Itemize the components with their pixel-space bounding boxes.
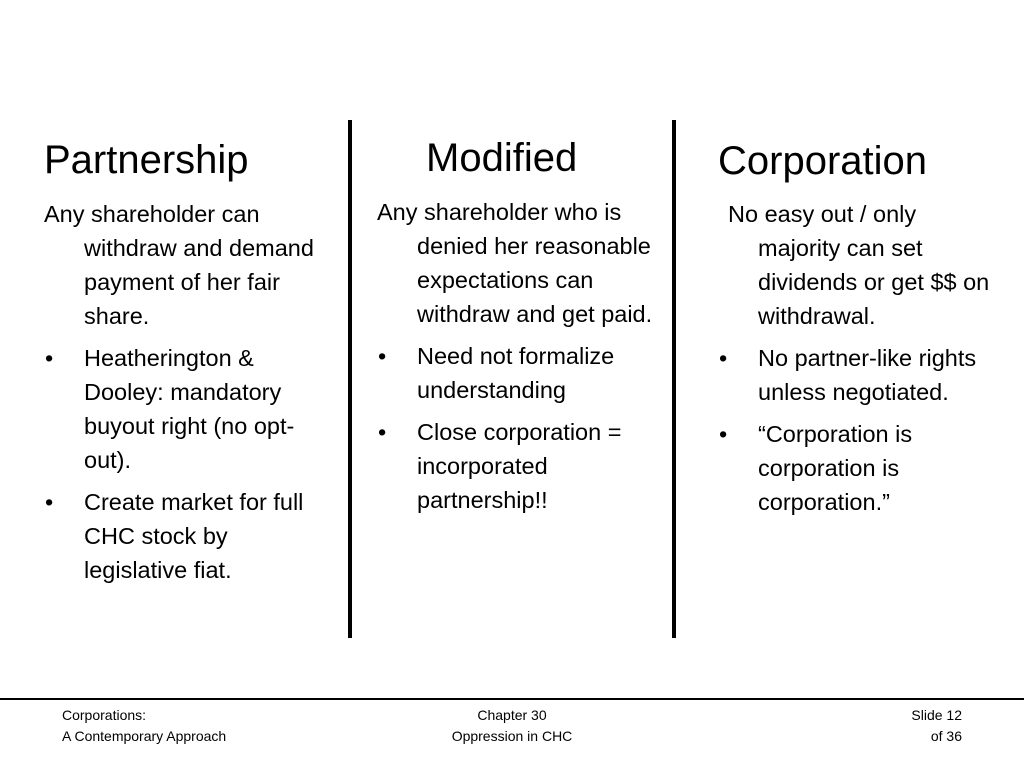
footer-divider bbox=[0, 698, 1024, 700]
bullet-text: Create market for full CHC stock by legislative fiat. bbox=[84, 489, 304, 583]
column-divider-right bbox=[672, 120, 676, 638]
bullet-item bbox=[377, 339, 662, 407]
bullet-text: No partner-like rights unless negotiated. bbox=[758, 345, 977, 405]
footer-chapter bbox=[412, 705, 612, 747]
bullet-marker: • bbox=[719, 345, 728, 371]
footer-right-line2: of 36 bbox=[930, 728, 962, 744]
footer-left-line1: Corporations: bbox=[62, 707, 147, 723]
column-title-corporation: Corporation bbox=[718, 139, 928, 183]
lead-paragraph: Any shareholder can withdraw and demand payment of her fair share. bbox=[44, 201, 314, 329]
column-body-corporation bbox=[718, 197, 998, 527]
column-divider-left bbox=[348, 120, 352, 638]
column-title-modified: Modified bbox=[426, 136, 578, 180]
bullet-marker: • bbox=[45, 489, 54, 515]
bullet-marker: • bbox=[378, 343, 387, 369]
bullet-item bbox=[44, 341, 329, 477]
bullet-marker: • bbox=[719, 421, 728, 447]
bullet-item bbox=[718, 417, 998, 519]
footer-left-line2: A Contemporary Approach bbox=[62, 728, 227, 744]
lead-paragraph: No easy out / only majority can set dividends or get $$ on withdrawal. bbox=[728, 201, 990, 329]
bullet-text: “Corporation is corporation is corporation.” bbox=[758, 421, 913, 515]
bullet-text: Heatherington & Dooley: mandatory buyout right (no opt-out). bbox=[84, 345, 295, 473]
bullet-item bbox=[718, 341, 998, 409]
bullet-marker: • bbox=[45, 345, 54, 371]
bullet-item bbox=[44, 485, 329, 587]
footer-book-title bbox=[62, 705, 226, 747]
bullet-text: Close corporation = incorporated partnership!! bbox=[417, 419, 622, 513]
lead-paragraph: Any shareholder who is denied her reasonable expectations can withdraw and get paid. bbox=[377, 199, 653, 327]
footer-center-line1: Chapter 30 bbox=[477, 707, 547, 723]
column-title-partnership: Partnership bbox=[44, 138, 249, 182]
bullet-marker: • bbox=[378, 419, 387, 445]
footer-center-line2: Oppression in CHC bbox=[451, 728, 573, 744]
bullet-item bbox=[377, 415, 662, 517]
column-body-partnership bbox=[44, 197, 329, 595]
column-body-modified bbox=[377, 195, 662, 525]
bullet-text: Need not formalize understanding bbox=[417, 343, 615, 403]
footer-slide-number bbox=[862, 705, 962, 747]
footer-right-line1: Slide 12 bbox=[911, 707, 962, 723]
